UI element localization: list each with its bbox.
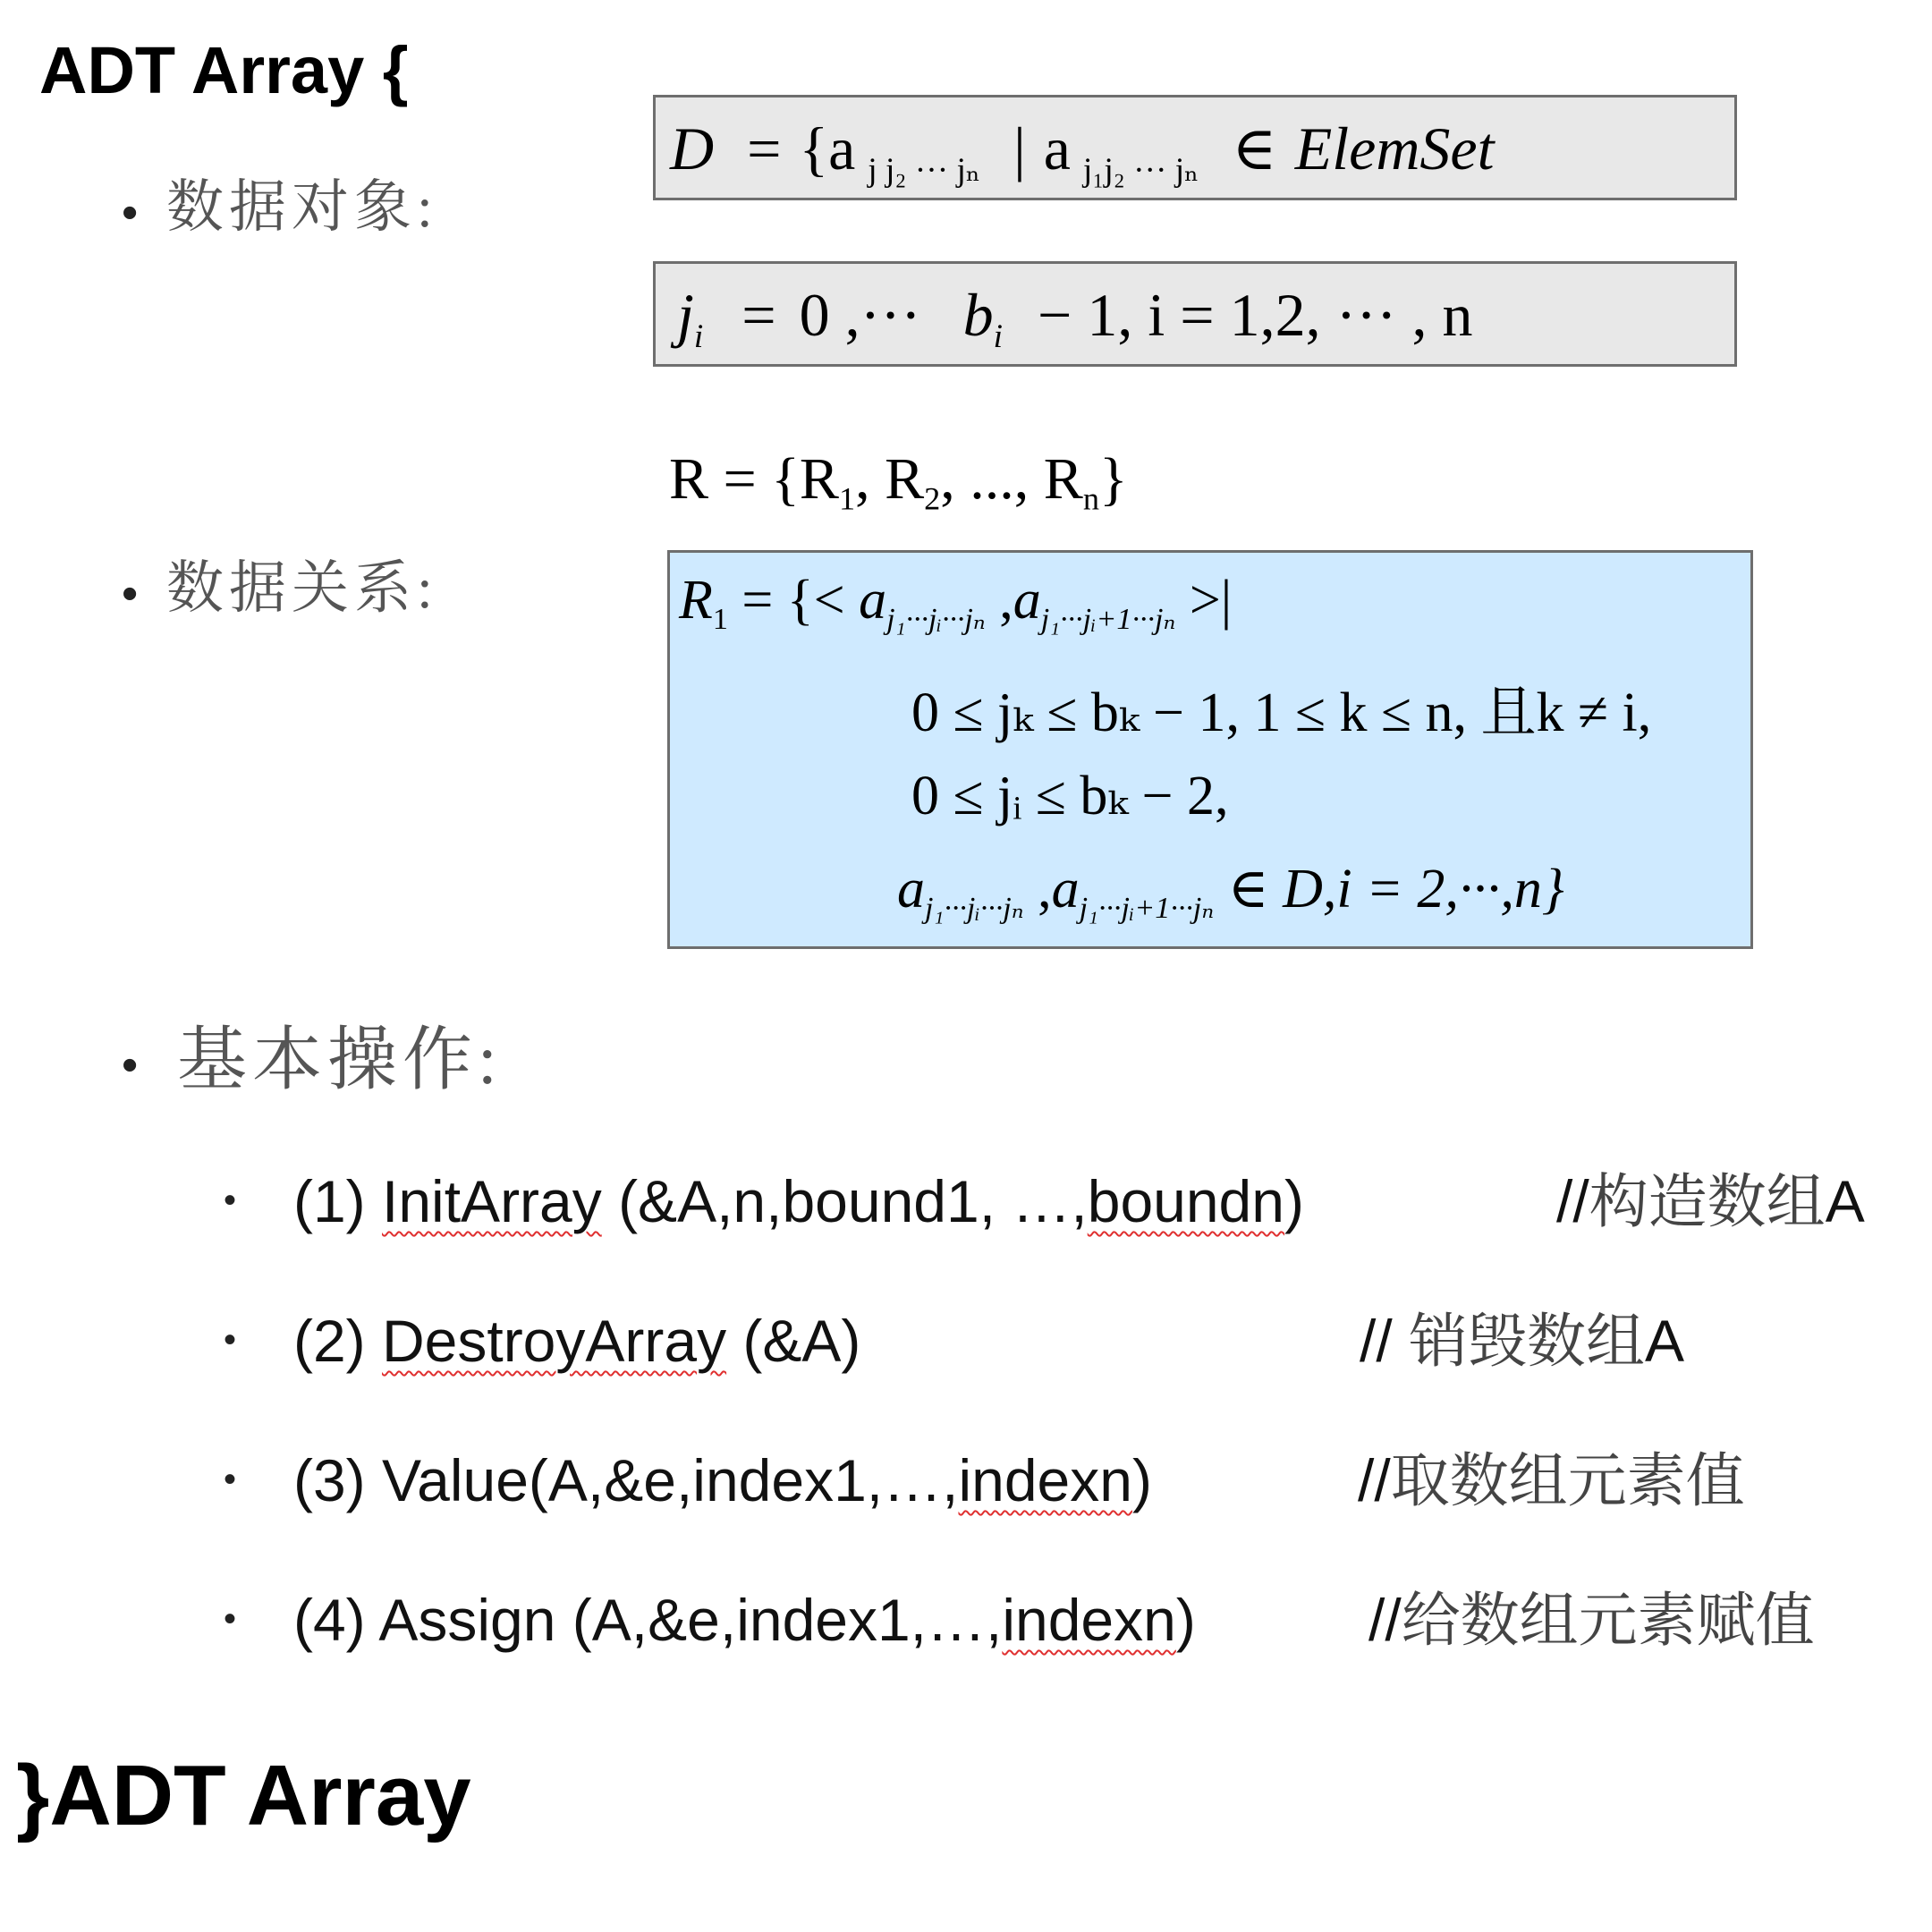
r-set-end: }	[1098, 446, 1128, 512]
r1-a1: a	[859, 570, 887, 631]
op-4-number: (4)	[293, 1587, 379, 1653]
bullet-op-1: •	[224, 1181, 237, 1220]
bullet-data-relation: •	[122, 568, 139, 620]
d-brace-a: {a	[799, 114, 856, 182]
bullet-operations: •	[122, 1039, 139, 1091]
bullet-op-2: •	[224, 1320, 237, 1360]
j-subscript: i	[693, 318, 704, 356]
op-1-comment-slash: //	[1556, 1168, 1589, 1234]
op-1-comment	[1556, 1167, 1865, 1236]
operations-label: 基本操作:	[177, 1021, 503, 1098]
op-1-comment-tail: A	[1825, 1168, 1865, 1234]
bullet-op-4: •	[224, 1599, 237, 1639]
op-3-number: (3)	[293, 1447, 382, 1513]
op-3-comment-slash: //	[1358, 1447, 1391, 1513]
op-2-args: (&A)	[726, 1308, 861, 1374]
op-1-name: InitArray	[382, 1168, 602, 1234]
b-subscript: i	[993, 318, 1003, 356]
r1-line1	[679, 569, 1233, 636]
op-1-args: (&A,n,bound1, …,	[601, 1168, 1088, 1234]
operation-destroy-array	[293, 1308, 861, 1374]
d-symbol: D	[670, 114, 715, 182]
op-3-comment	[1358, 1446, 1745, 1515]
op-2-number: (2)	[293, 1308, 382, 1374]
adt-title-close: }ADT Array	[16, 1748, 471, 1843]
d-a: a	[1043, 114, 1071, 182]
j-equals: =	[741, 281, 776, 349]
r1-a2: a	[1013, 570, 1041, 631]
op-4-args-underlined: indexn	[1002, 1587, 1176, 1653]
j-tail: − 1, i = 1,2, ··· , n	[1037, 281, 1473, 349]
op-2-comment	[1360, 1307, 1685, 1376]
line4-a2-subscript: j₁···jᵢ+1···jₙ	[1079, 891, 1215, 925]
operation-assign	[293, 1587, 1196, 1653]
b-symbol: b	[962, 281, 994, 349]
element-set-formula	[670, 114, 1495, 190]
d-subscript-2: j₁j₂ ··· jₙ	[1082, 152, 1199, 190]
op-3-args-close: )	[1131, 1447, 1152, 1513]
r-set-start: R = {R	[669, 446, 839, 512]
adt-title-open: ADT Array {	[39, 33, 409, 107]
op-4-args-close: )	[1175, 1587, 1196, 1653]
d-subscript-1: j j₂ ··· jₙ	[868, 152, 981, 190]
line4-comma: ,	[1023, 859, 1052, 919]
op-3-args: Value(A,&e,index1,…,	[382, 1447, 959, 1513]
r1-symbol: R	[679, 570, 713, 631]
op-1-comment-text: 构造数组	[1589, 1167, 1826, 1236]
d-element-of: ∈	[1232, 114, 1277, 182]
op-3-comment-text: 取数组元素值	[1390, 1446, 1745, 1515]
relation-set-formula	[669, 445, 1128, 517]
op-1-number: (1)	[293, 1168, 382, 1234]
data-relation-label: 数据关系:	[166, 556, 438, 620]
r-set-subn: n	[1082, 480, 1099, 517]
r1-a1-subscript: j₁···jᵢ···jₙ	[886, 602, 986, 636]
d-equals: =	[747, 114, 782, 182]
operation-value	[293, 1447, 1152, 1513]
j-range: 0 ,···	[799, 281, 921, 349]
line4-a1: a	[897, 859, 925, 919]
op-2-comment-text: 销毁数组	[1409, 1307, 1646, 1376]
r1-open: = {<	[727, 570, 860, 631]
relation-definition-box	[667, 550, 1753, 949]
r1-line3: 0 ≤ jᵢ ≤ bₖ − 2,	[911, 766, 1229, 826]
r1-close: >|	[1175, 570, 1233, 631]
r-set-mid2: , ..., R	[940, 446, 1083, 512]
line4-a1-subscript: j₁···jᵢ···jₙ	[925, 891, 1024, 925]
r1-a2-subscript: j₁···jᵢ+1···jₙ	[1040, 602, 1176, 636]
op-4-comment-text: 给数组元素赋值	[1401, 1586, 1815, 1655]
bullet-op-3: •	[224, 1460, 237, 1499]
data-object-label: 数据对象:	[166, 175, 438, 239]
index-range-box	[653, 261, 1737, 367]
bullet-data-object: •	[122, 187, 139, 239]
r-set-mid: , R	[855, 446, 925, 512]
line4-tail: ∈ D,i = 2,···,n}	[1214, 859, 1564, 919]
op-4-args: Assign (A,&e,index1,…,	[378, 1587, 1003, 1653]
op-2-name: DestroyArray	[382, 1308, 727, 1374]
op-1-args-underlined: boundn	[1087, 1168, 1284, 1234]
r-set-sub2: 2	[924, 480, 941, 517]
r1-line4	[897, 855, 1564, 925]
element-set-box	[653, 95, 1737, 200]
r-set-sub1: 1	[838, 480, 856, 517]
d-elemset: ElemSet	[1294, 114, 1495, 182]
line4-a2: a	[1051, 859, 1080, 919]
index-range-formula	[677, 280, 1473, 356]
op-1-args-close: )	[1284, 1168, 1304, 1234]
r1-comma: ,	[985, 570, 1013, 631]
operation-init-array	[293, 1168, 1304, 1234]
op-4-comment	[1368, 1586, 1815, 1655]
r1-line2: 0 ≤ jₖ ≤ bₖ − 1, 1 ≤ k ≤ n, 且k ≠ i,	[911, 682, 1652, 743]
j-symbol: j	[677, 281, 694, 349]
d-bar: |	[1013, 114, 1026, 182]
op-4-comment-slash: //	[1368, 1587, 1402, 1653]
r1-subscript: 1	[712, 602, 728, 636]
op-3-args-underlined: indexn	[958, 1447, 1132, 1513]
op-2-comment-slash: //	[1360, 1308, 1410, 1374]
op-2-comment-tail: A	[1645, 1308, 1685, 1374]
